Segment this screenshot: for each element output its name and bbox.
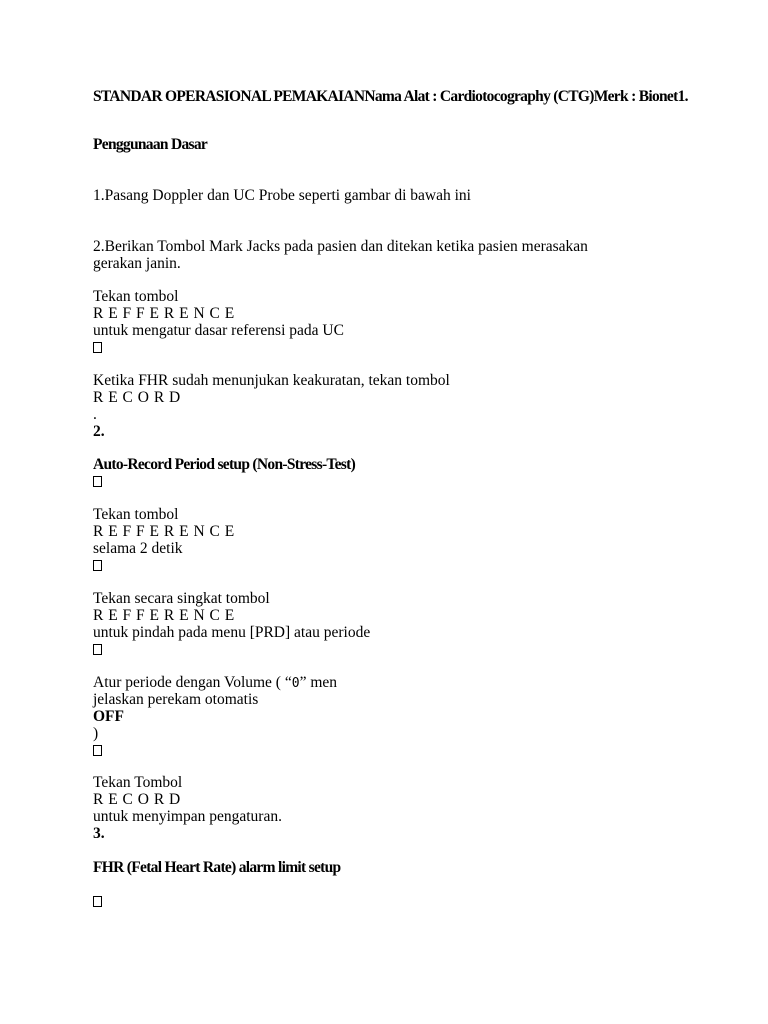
step-1-text: 1.Pasang Doppler dan UC Probe seperti gambar di bawah ini bbox=[93, 187, 471, 204]
missing-glyph-icon bbox=[93, 557, 102, 575]
section-heading-auto-record: Auto-Record Period setup (Non-Stress-Test) bbox=[93, 456, 356, 473]
period-mark: . bbox=[93, 406, 97, 423]
set-period-text bbox=[93, 674, 337, 692]
step-2-text-line-2: gerakan janin. bbox=[93, 255, 181, 272]
refference-button-name: R E F F E R E N C E bbox=[93, 607, 235, 624]
press-briefly-label: Tekan secara singkat tombol bbox=[93, 590, 270, 607]
document-title: STANDAR OPERASIONAL PEMAKAIANNama Alat : Cardiotocography (CTG)Merk : Bionet1. bbox=[93, 88, 688, 105]
section-number-2: 2. bbox=[93, 423, 105, 440]
step-2-text-line-1: 2.Berikan Tombol Mark Jacks pada pasien dan ditekan ketika pasien merasakan bbox=[93, 238, 588, 255]
section-number-3: 3. bbox=[93, 825, 105, 842]
missing-glyph-icon bbox=[93, 893, 102, 911]
reference-purpose-text: untuk mengatur dasar referensi pada UC bbox=[93, 322, 344, 339]
save-settings-text: untuk menyimpan pengaturan. bbox=[93, 808, 282, 825]
refference-button-name: R E F F E R E N C E bbox=[93, 305, 235, 322]
hold-duration-text: selama 2 detik bbox=[93, 540, 183, 557]
record-button-name: R E C O R D bbox=[93, 389, 181, 406]
press-button-label: Tekan tombol bbox=[93, 288, 179, 305]
section-heading-basic-use: Penggunaan Dasar bbox=[93, 136, 208, 153]
off-label: OFF bbox=[93, 708, 124, 725]
missing-glyph-icon bbox=[93, 742, 102, 760]
close-paren: ) bbox=[93, 725, 99, 742]
missing-glyph-icon bbox=[93, 339, 102, 357]
section-heading-fhr-alarm: FHR (Fetal Heart Rate) alarm limit setup bbox=[93, 859, 341, 876]
missing-glyph-icon bbox=[93, 473, 102, 491]
explain-auto-record-text: jelaskan perekam otomatis bbox=[93, 691, 259, 708]
volume-zero-glyph: 0 bbox=[291, 676, 300, 691]
press-button-label: Tekan Tombol bbox=[93, 774, 183, 791]
record-button-name: R E C O R D bbox=[93, 791, 181, 808]
press-button-label: Tekan tombol bbox=[93, 506, 179, 523]
move-menu-text: untuk pindah pada menu [PRD] atau periode bbox=[93, 624, 371, 641]
missing-glyph-icon bbox=[93, 641, 102, 659]
fhr-accurate-text: Ketika FHR sudah menunjukan keakuratan, tekan tombol bbox=[93, 372, 450, 389]
set-period-suffix: ” men bbox=[299, 674, 338, 691]
set-period-prefix: Atur periode dengan Volume ( “ bbox=[93, 674, 292, 691]
refference-button-name: R E F F E R E N C E bbox=[93, 523, 235, 540]
